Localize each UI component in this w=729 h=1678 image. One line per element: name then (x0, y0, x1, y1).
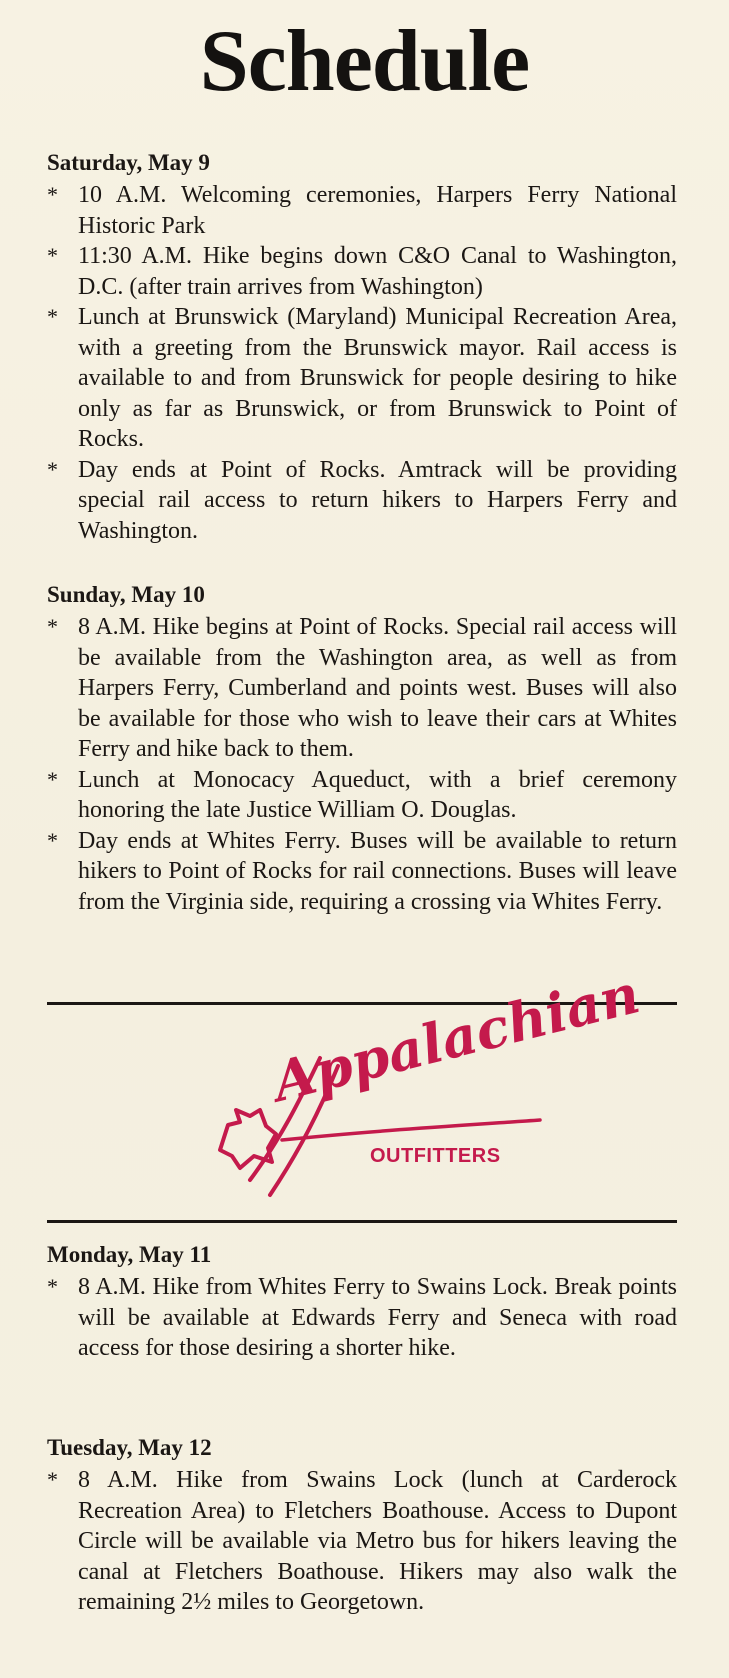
list-item: * Lunch at Monocacy Aqueduct, with a brief ceremony honoring the late Justice William O. Douglas. (47, 766, 677, 823)
appalachian-outfitters-logo (210, 961, 646, 1200)
bullet-asterisk: * (47, 243, 58, 268)
divider-bottom (47, 1220, 677, 1223)
day-section-monday (47, 1240, 677, 1364)
list-item: * Day ends at Whites Ferry. Buses will be available to return hikers to Point of Rocks for rail connections. Buses will leave from the Virginia side, requiring a crossing via Whites Ferry. (47, 827, 677, 915)
bullet-asterisk: * (47, 766, 58, 792)
bullet-asterisk: * (47, 1467, 58, 1492)
bullet-asterisk: * (47, 614, 58, 639)
bullet-asterisk: * (47, 182, 58, 207)
day-heading: Monday, May 11 (47, 1242, 212, 1267)
logo-wordmark: Appalachian (266, 961, 646, 1114)
list-item: * 8 A.M. Hike from Swains Lock (lunch at Carderock Recreation Area) to Fletchers Boathouse. Access to Dupont Circle will be available via Metro bus for hikers leaving the canal at Fletchers Boathouse. Hikers may also walk the remaining 2½ miles to Georgetown. (47, 1467, 677, 1615)
list-item: * 11:30 A.M. Hike begins down C&O Canal to Washington, D.C. (after train arrives from Washington) (47, 243, 677, 300)
list-item: * Lunch at Brunswick (Maryland) Municipal Recreation Area, with a greeting from the Brunswick mayor. Rail access is available to and from Brunswick for people desiring to hike only as far as Brunswick, or from Brunswick to Point of Rocks. (47, 304, 677, 452)
day-heading: Tuesday, May 12 (47, 1435, 212, 1460)
day-section-sunday (47, 580, 677, 917)
bullet-asterisk: * (47, 827, 58, 853)
day-section-tuesday (47, 1433, 677, 1618)
list-item: * Day ends at Point of Rocks. Amtrack will be providing special rail access to return hikers to Harpers Ferry and Washington. (47, 456, 677, 544)
bullet-asterisk: * (47, 1274, 58, 1299)
day-heading: Saturday, May 9 (47, 150, 210, 175)
logo-subtitle: OUTFITTERS (370, 1145, 501, 1167)
bullet-asterisk: * (47, 456, 58, 482)
list-item: * 8 A.M. Hike begins at Point of Rocks. Special rail access will be available from the Washington area, as well as from Harpers Ferry, Cumberland and points west. Buses will also be available for those who wish to leave their cars at Whites Ferry and hike back to them. (47, 614, 677, 762)
list-item: * 8 A.M. Hike from Whites Ferry to Swains Lock. Break points will be available at Edwards Ferry and Seneca with road access for those desiring a shorter hike. (47, 1274, 677, 1361)
bullet-asterisk: * (47, 304, 58, 329)
list-item: * 10 A.M. Welcoming ceremonies, Harpers Ferry National Historic Park (47, 182, 677, 239)
page-title: Schedule (199, 13, 530, 110)
day-heading: Sunday, May 10 (47, 582, 205, 607)
day-section-saturday (47, 148, 677, 546)
